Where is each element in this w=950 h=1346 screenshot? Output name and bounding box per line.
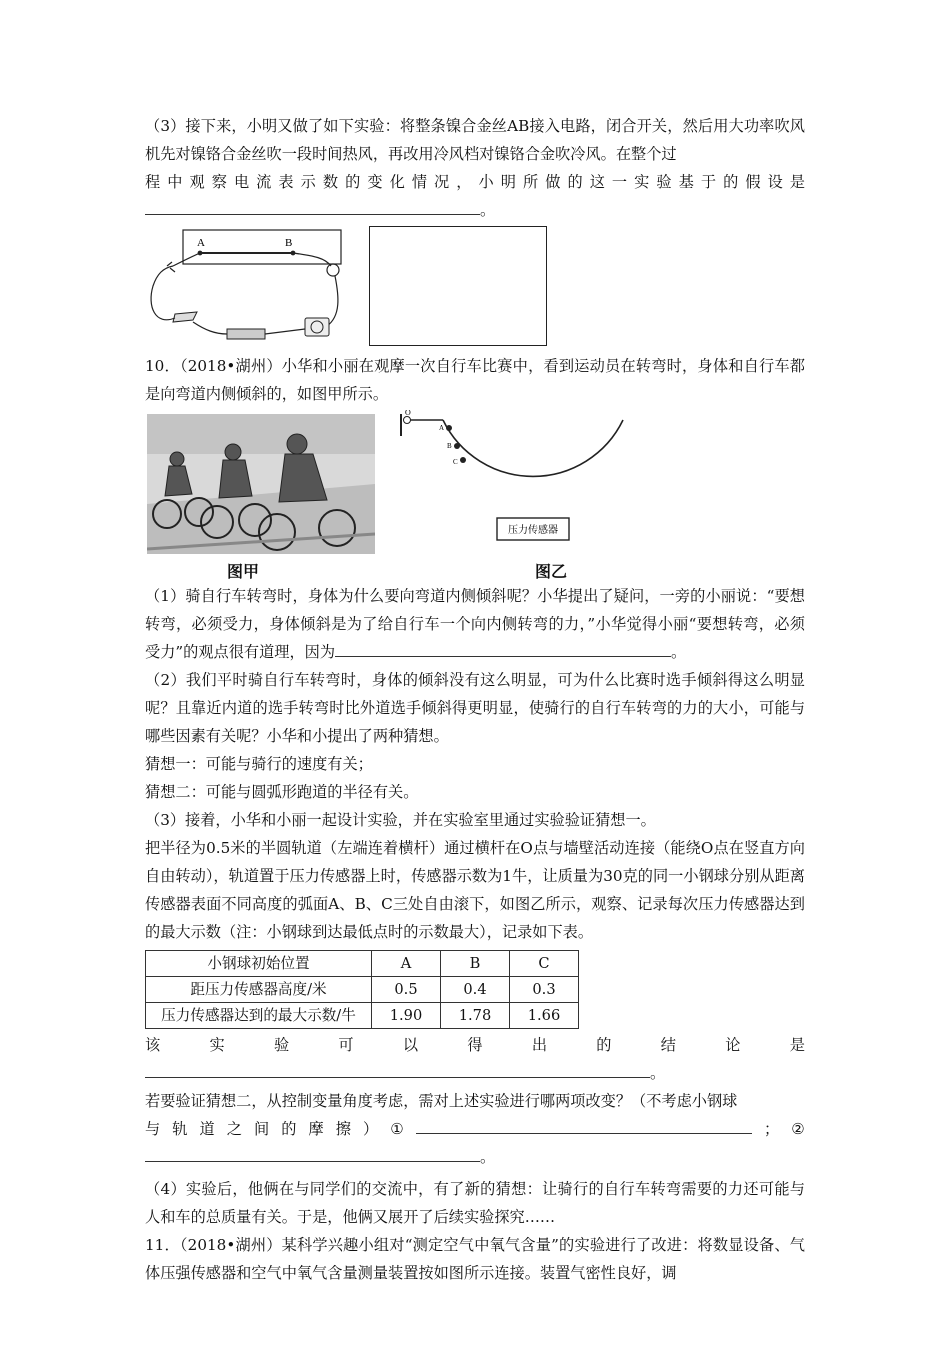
switch-icon bbox=[173, 312, 197, 322]
pivot-o bbox=[404, 417, 411, 424]
table-row: 压力传感器达到的最大示数/牛 1.90 1.78 1.66 bbox=[146, 1003, 579, 1029]
caption-yi: 图乙 bbox=[535, 562, 568, 581]
q10-part1-blank[interactable] bbox=[335, 638, 671, 657]
conclusion-answer-line: 。 bbox=[145, 1059, 805, 1087]
figure-jia-cyclists bbox=[147, 414, 375, 554]
q10-part4: （4）实验后，他俩在与同学们的交流中，有了新的猜想：让骑行的自行车转弯需要的力还可能与人和车的总质量有关。于是，他俩又展开了后续实验探究…… bbox=[145, 1180, 805, 1226]
change-2-line: 。 bbox=[145, 1143, 805, 1171]
svg-text:O: O bbox=[405, 410, 411, 417]
guess2-question: 若要验证猜想二，从控制变量角度考虑，需对上述实验进行哪两项改变？（不考虑小钢球 bbox=[145, 1092, 738, 1110]
figure-captions bbox=[145, 558, 805, 582]
label-b: B bbox=[285, 237, 293, 249]
sensor-label: 压力传感器 bbox=[508, 525, 558, 536]
wire-board bbox=[183, 230, 341, 264]
q9-answer-blank[interactable] bbox=[145, 196, 480, 215]
battery-icon bbox=[227, 329, 265, 339]
guess2-question-line: 与 轨 道 之 间 的 摩 擦 ） ① ； ② bbox=[145, 1115, 805, 1143]
point-a: A bbox=[439, 424, 445, 432]
q9-part3-spread-line: 程 中 观 察 电 流 表 示 数 的 变 化 情 况 ， 小 明 所 做 的 这 一 实 验 基 于 的 假 设 是 bbox=[145, 173, 805, 191]
q9-part3-text: （3）接下来，小明又做了如下实验：将整条镍合金丝AB接入电路，闭合开关，然后用大功率吹风机先对镍铬合金丝吹一段时间热风，再改用冷风档对镍铬合金吹冷风。在整个过 bbox=[145, 117, 805, 163]
table-row: 距压力传感器高度/米 0.5 0.4 0.3 bbox=[146, 977, 579, 1003]
label-a: A bbox=[197, 237, 205, 249]
conclusion-blank[interactable] bbox=[145, 1059, 650, 1078]
conclusion-line: 该 实 验 可 以 得 出 的 结 论 是 bbox=[145, 1036, 805, 1054]
figure-yi-track bbox=[397, 410, 657, 555]
document-page bbox=[145, 112, 805, 1287]
change-2-blank[interactable] bbox=[145, 1143, 480, 1162]
q10-part2: （2）我们平时骑自行车转弯时，身体的倾斜没有这么明显，可为什么比赛时选手倾斜得这么明显呢？且靠近内道的选手转弯时比外道选手倾斜得更明显，使骑行的自行车转弯的力的大小，可能与哪些因素有关呢？小华和小提出了两种猜想。 bbox=[145, 671, 805, 745]
change-1-blank[interactable] bbox=[416, 1115, 752, 1134]
answer-drawing-box[interactable] bbox=[369, 226, 547, 346]
point-c: C bbox=[453, 458, 458, 466]
q10-part1: （1）骑自行车转弯时，身体为什么要向弯道内侧倾斜呢？小华提出了疑问，一旁的小丽说：“要想转弯，必须受力，身体倾斜是为了给自行车一个向内侧转弯的力，”小华觉得小丽“要想转弯，必须受力”的观点很有道理，因为 。 bbox=[145, 587, 805, 661]
q10-figures bbox=[145, 410, 805, 558]
caption-jia: 图甲 bbox=[227, 562, 260, 581]
table-row: 小钢球初始位置 A B C bbox=[146, 951, 579, 977]
point-b: B bbox=[447, 442, 452, 450]
q10-intro: 10．（2018•湖州）小华和小丽在观摩一次自行车比赛中，看到运动员在转弯时，身体和自行车都是向弯道内侧倾斜的，如图甲所示。 bbox=[145, 357, 805, 403]
guess-1: 猜想一：可能与骑行的速度有关； bbox=[145, 755, 373, 773]
q9-answer-line: 。 bbox=[145, 196, 805, 224]
guess-2: 猜想二：可能与圆弧形跑道的半径有关。 bbox=[145, 783, 419, 801]
bulb-icon bbox=[327, 264, 339, 276]
q9-figures bbox=[145, 224, 805, 352]
q11-intro: 11．（2018•湖州）某科学兴趣小组对“测定空气中氧气含量”的实验进行了改进：将数显设备、气体压强传感器和空气中氧气含量测量装置按如图所示连接。装置气密性良好，调 bbox=[145, 1236, 805, 1282]
data-table bbox=[145, 950, 579, 1029]
semicircle-track bbox=[443, 420, 623, 476]
q10-part3: （3）接着，小华和小丽一起设计实验，并在实验室里通过实验验证猜想一。 bbox=[145, 811, 656, 829]
circuit-diagram bbox=[145, 226, 345, 346]
q10-part3-detail: 把半径为0.5米的半圆轨道（左端连着横杆）通过横杆在O点与墙壁活动连接（能绕O点在竖直方向自由转动），轨道置于压力传感器上时，传感器示数为1牛，让质量为30克的同一小钢球分别从距离传感器表面不同高度的弧面A、B、C三处自由滚下，如图乙所示，观察、记录每次压力传感器达到的最大示数（注：小钢球到达最低点时的示数最大），记录如下表。 bbox=[145, 839, 805, 941]
